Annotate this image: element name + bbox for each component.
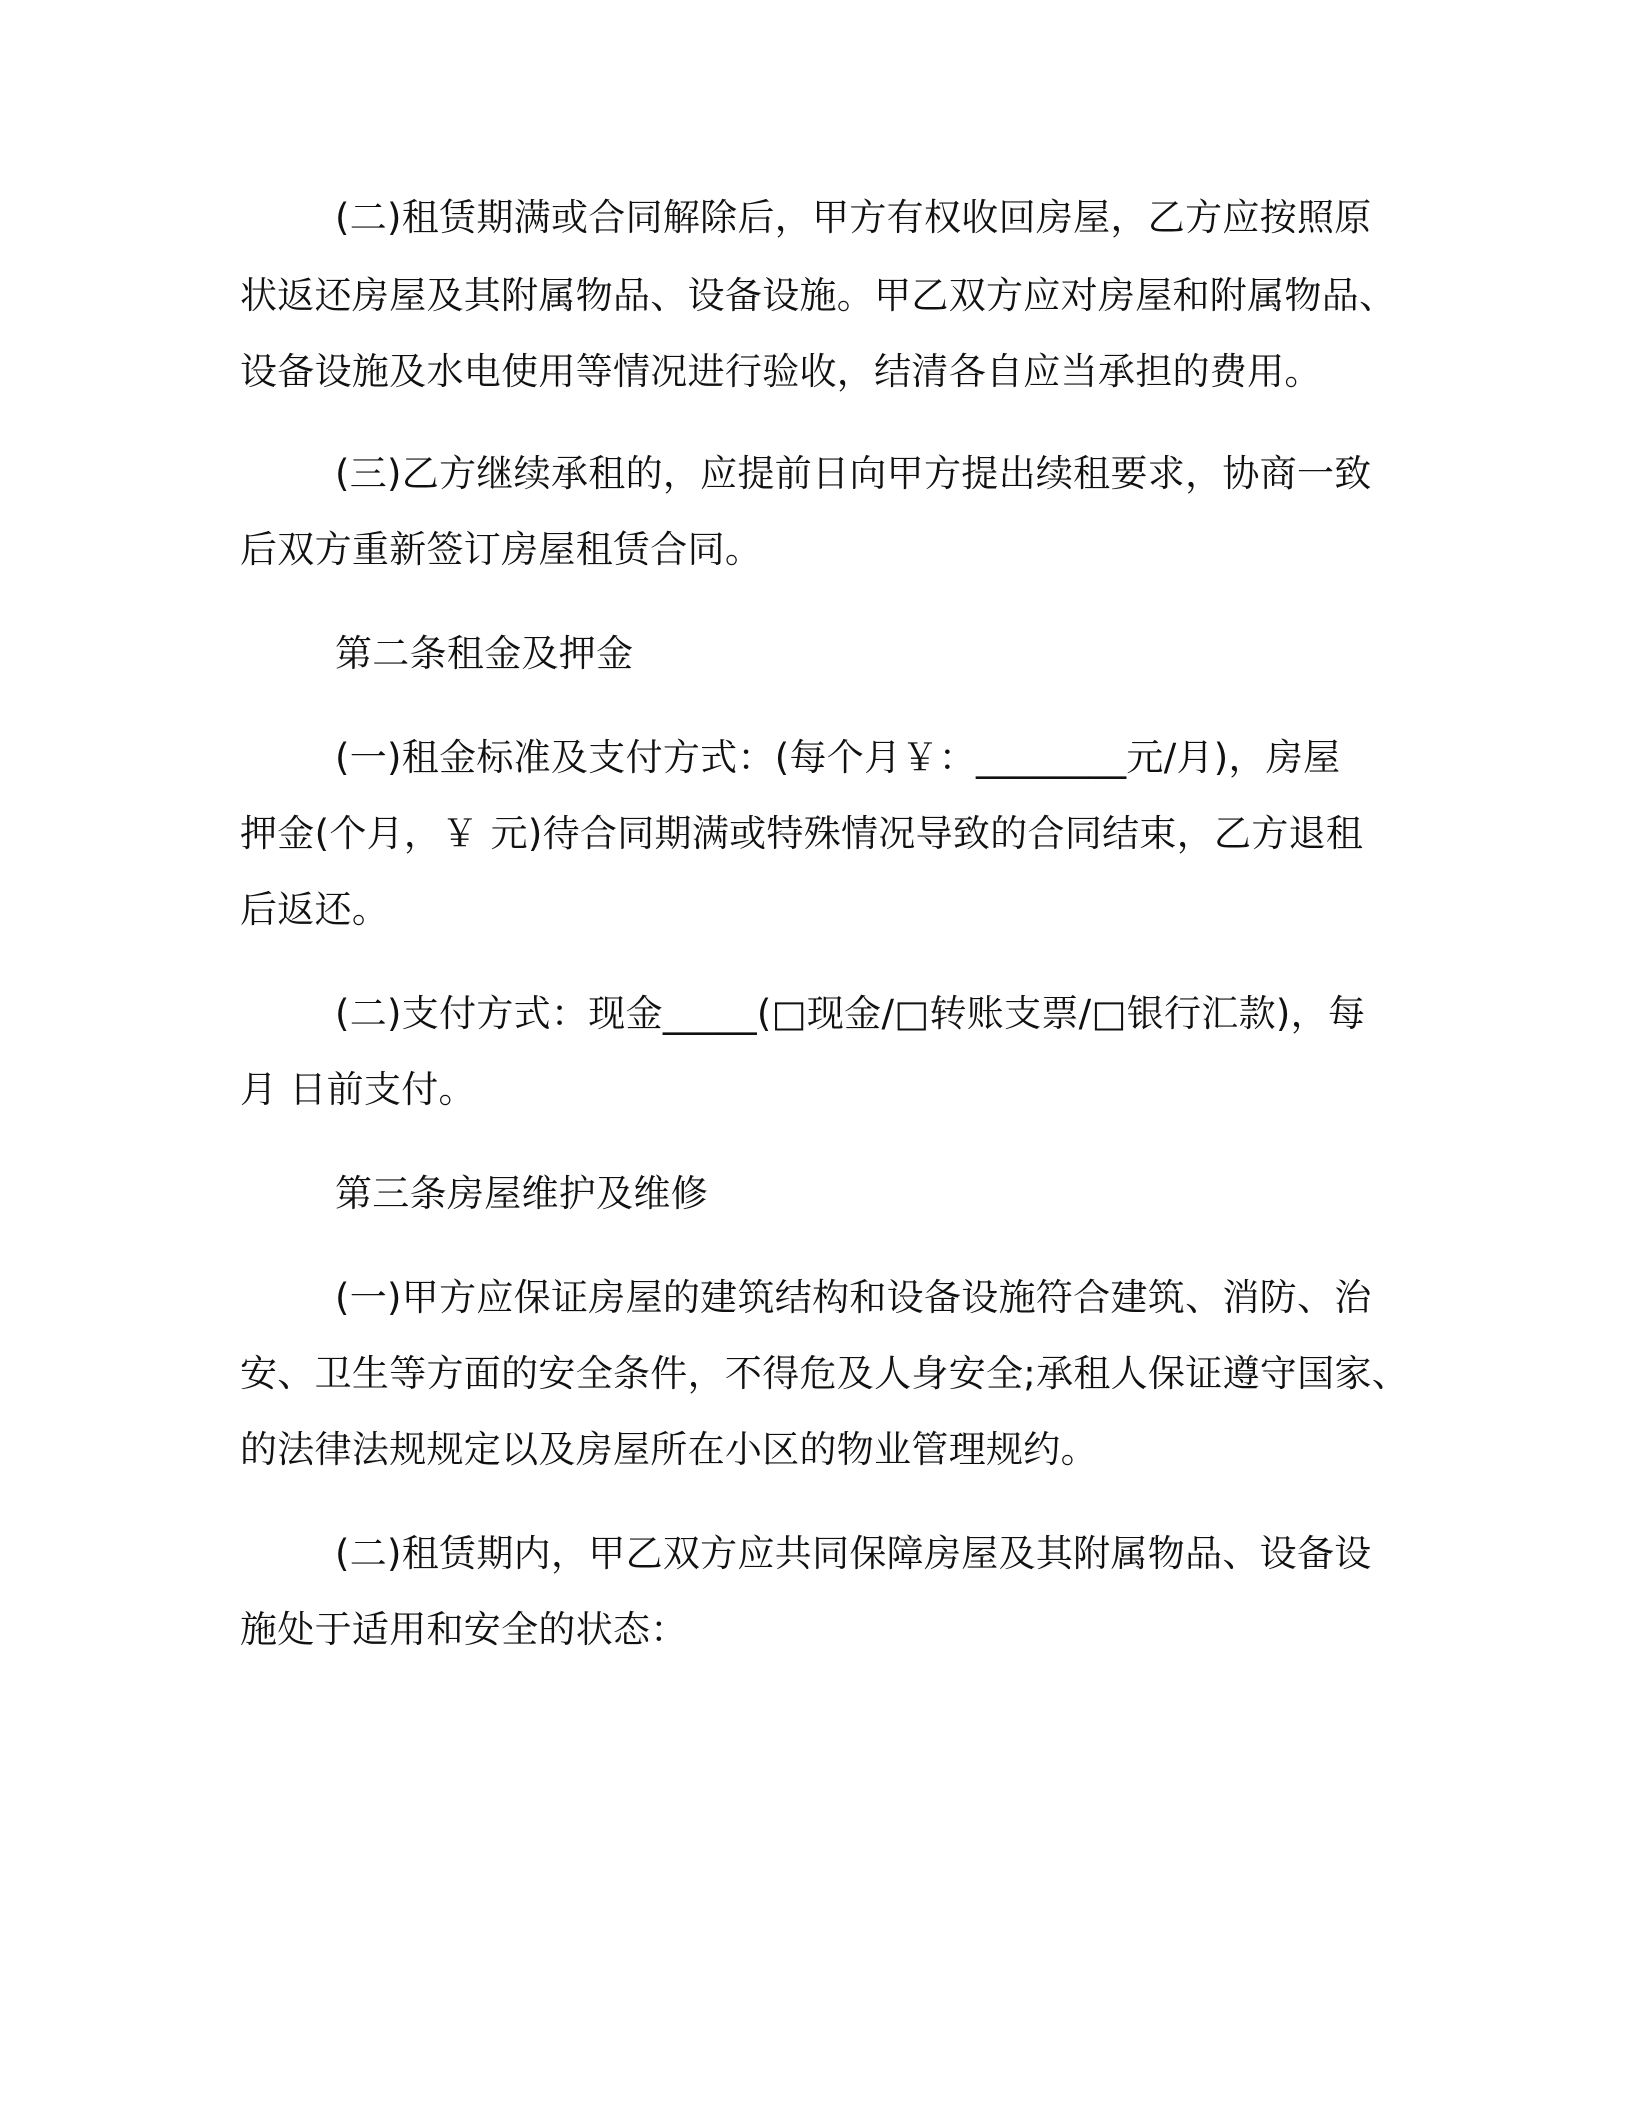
paragraph-line: (二)支付方式：现金_____(□现金/□转账支票/□银行汇款)，每: [335, 992, 1366, 1035]
paragraph-line: 安、卫生等方面的安全条件，不得危及人身安全;承租人保证遵守国家、: [240, 1352, 1410, 1395]
section-heading: 第二条租金及押金: [335, 632, 634, 675]
paragraph-line: 后返还。: [240, 888, 390, 931]
paragraph-line: 的法律法规规定以及房屋所在小区的物业管理规约。: [240, 1428, 1098, 1471]
paragraph-line: 施处于适用和安全的状态：: [240, 1608, 688, 1651]
paragraph-line: (二)租赁期满或合同解除后，甲方有权收回房屋，乙方应按照原: [335, 196, 1372, 239]
paragraph-line: (一)甲方应保证房屋的建筑结构和设备设施符合建筑、消防、治: [335, 1276, 1372, 1319]
paragraph-line: 月 日前支付。: [240, 1068, 476, 1111]
paragraph-line: (三)乙方继续承租的，应提前日向甲方提出续租要求，协商一致: [335, 452, 1372, 495]
paragraph-line: 设备设施及水电使用等情况进行验收，结清各自应当承担的费用。: [240, 350, 1322, 393]
paragraph-line: 后双方重新签订房屋租赁合同。: [240, 528, 763, 571]
section-heading: 第三条房屋维护及维修: [335, 1172, 708, 1215]
paragraph-line: 押金(个月，￥ 元)待合同期满或特殊情况导致的合同结束，乙方退租: [240, 812, 1364, 855]
paragraph-line: (一)租金标准及支付方式：(每个月￥：________元/月)，房屋: [335, 736, 1341, 779]
paragraph-line: 状返还房屋及其附属物品、设备设施。甲乙双方应对房屋和附属物品、: [240, 274, 1397, 317]
paragraph-line: (二)租赁期内，甲乙双方应共同保障房屋及其附属物品、设备设: [335, 1532, 1372, 1575]
